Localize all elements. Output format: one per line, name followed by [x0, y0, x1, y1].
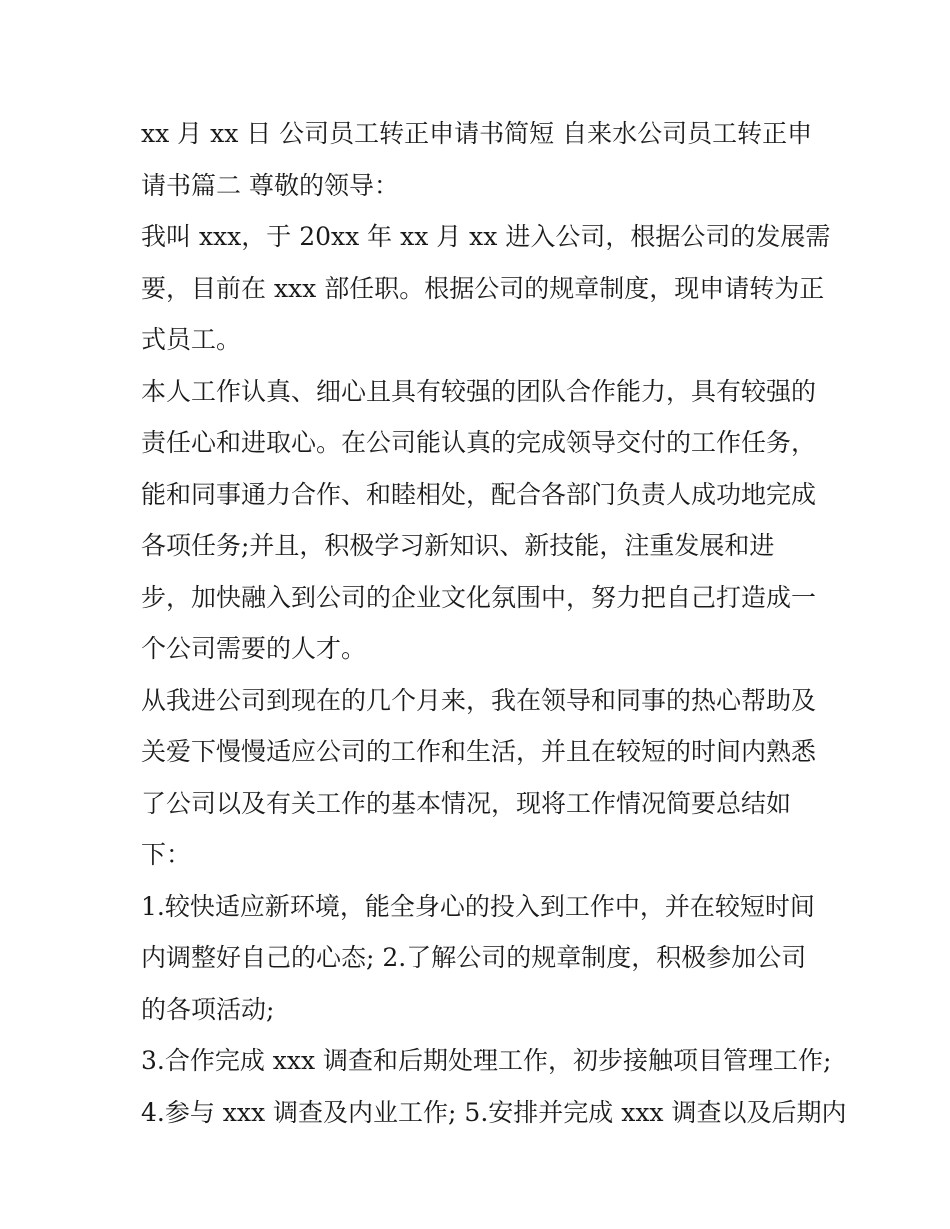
text-line: 关爱下慢慢适应公司的工作和生活，并且在较短的时间内熟悉 — [141, 737, 817, 766]
text-line: 能和同事通力合作、和睦相处，配合各部门负责人成功地完成 — [141, 479, 817, 509]
text-line: 从我进公司到现在的几个月来，我在领导和同事的热心帮助及 — [141, 685, 817, 715]
text-line: 要，目前在 xxx 部任职。根据公司的规章制度，现申请转为正 — [141, 273, 825, 303]
text-line: 我叫 xxx，于 20xx 年 xx 月 xx 进入公司，根据公司的发展需 — [141, 222, 831, 251]
text-line: 3.合作完成 xxx 调查和后期处理工作，初步接触项目管理工作; — [141, 1046, 832, 1075]
text-line: 内调整好自己的心态; 2.了解公司的规章制度，积极参加公司 — [141, 943, 807, 972]
text-line: 下： — [141, 840, 192, 869]
text-line: 式员工。 — [141, 325, 242, 354]
document-body — [141, 108, 847, 1138]
text-line: 4.参与 xxx 调查及内业工作; 5.安排并完成 xxx 调查以及后期内 — [141, 1097, 847, 1127]
text-line: xx 月 xx 日 公司员工转正申请书简短 自来水公司员工转正申 — [141, 119, 813, 148]
text-line: 本人工作认真、细心且具有较强的团队合作能力，具有较强的 — [141, 376, 817, 406]
text-line: 的各项活动; — [141, 994, 275, 1024]
text-line: 请书篇二 尊敬的领导： — [141, 170, 399, 200]
text-line: 各项任务;并且，积极学习新知识、新技能，注重发展和进 — [141, 531, 775, 560]
text-line: 步，加快融入到公司的企业文化氛围中，努力把自己打造成一 — [141, 582, 817, 612]
text-line: 责任心和进取心。在公司能认真的完成领导交付的工作任务， — [141, 428, 817, 457]
text-line: 1.较快适应新环境，能全身心的投入到工作中，并在较短时间 — [141, 891, 815, 921]
text-line: 了公司以及有关工作的基本情况，现将工作情况简要总结如 — [141, 788, 792, 818]
text-line: 个公司需要的人才。 — [141, 634, 367, 663]
